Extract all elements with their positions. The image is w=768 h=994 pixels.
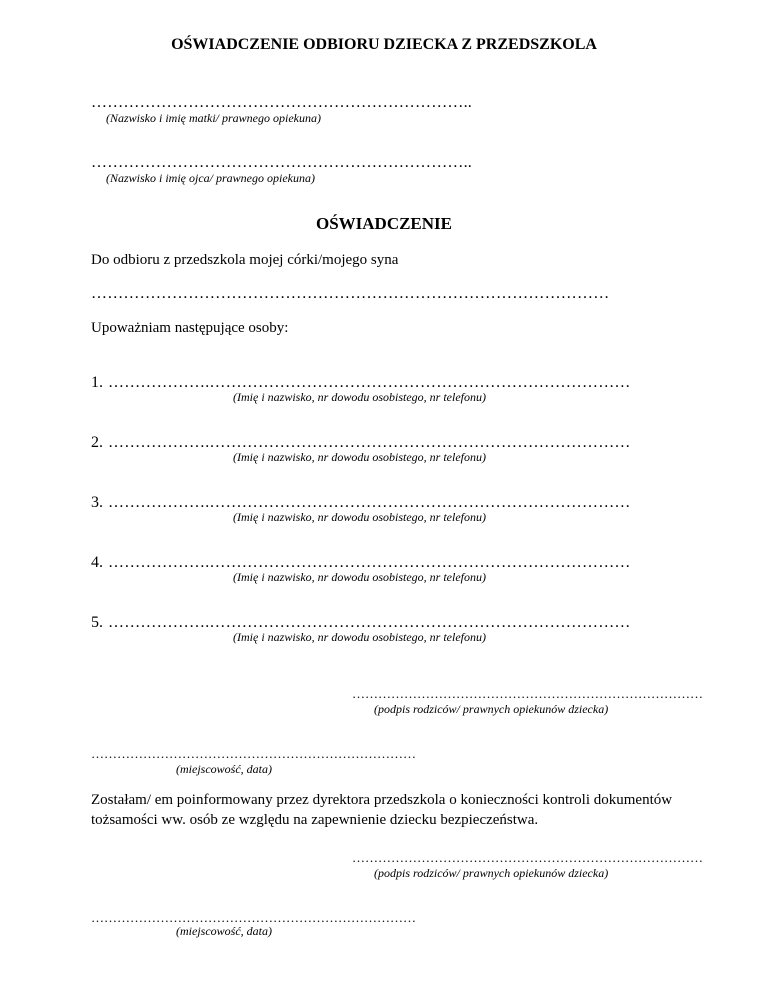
person-line: ……………….…………………………………………………………………… xyxy=(108,434,631,451)
authorize-text: Upoważniam następujące osoby: xyxy=(91,320,289,336)
pickup-text: Do odbioru z przedszkola mojej córki/mojego syna xyxy=(91,252,399,268)
person-number: 5. xyxy=(91,614,103,631)
place-date-hint-1: (miejscowość, data) xyxy=(176,762,272,776)
person-number: 4. xyxy=(91,554,103,571)
person-line: ……………….…………………………………………………………………… xyxy=(108,554,631,571)
person-line: ……………….…………………………………………………………………… xyxy=(108,374,631,391)
person-number: 3. xyxy=(91,494,103,511)
person-line: ……………….…………………………………………………………………… xyxy=(108,494,631,511)
person-hint: (Imię i nazwisko, nr dowodu osobistego, nr telefonu) xyxy=(233,510,486,524)
place-date-hint-2: (miejscowość, data) xyxy=(176,924,272,938)
person-hint: (Imię i nazwisko, nr dowodu osobistego, nr telefonu) xyxy=(233,570,486,584)
place-date-line-2: ………………………………………………………………… xyxy=(91,910,416,925)
father-name-line: …………………………………………………………….. xyxy=(91,154,472,171)
signature-hint-2: (podpis rodziców/ prawnych opiekunów dziecka) xyxy=(374,866,609,880)
child-name-line: …………………………………………………………………………………… xyxy=(91,285,610,302)
person-number: 1. xyxy=(91,374,103,391)
signature-line-1: ……………………………………………………………………… xyxy=(352,686,703,701)
person-line: ……………….…………………………………………………………………… xyxy=(108,614,631,631)
person-number: 2. xyxy=(91,434,103,451)
person-hint: (Imię i nazwisko, nr dowodu osobistego, nr telefonu) xyxy=(233,390,486,404)
signature-hint-1: (podpis rodziców/ prawnych opiekunów dziecka) xyxy=(374,702,609,716)
section-heading: OŚWIADCZENIE xyxy=(315,214,453,233)
mother-name-hint: (Nazwisko i imię matki/ prawnego opiekuna) xyxy=(106,111,321,125)
signature-line-2: ……………………………………………………………………… xyxy=(352,850,703,865)
person-hint: (Imię i nazwisko, nr dowodu osobistego, nr telefonu) xyxy=(233,450,486,464)
mother-name-line: …………………………………………………………….. xyxy=(91,94,472,111)
place-date-line-1: ………………………………………………………………… xyxy=(91,746,416,761)
document-title: OŚWIADCZENIE ODBIORU DZIECKA Z PRZEDSZKOLA xyxy=(171,36,597,53)
info-paragraph: Zostałam/ em poinformowany przez dyrektora przedszkola o konieczności kontroli dokumentów tożsamości ww. osób ze względu na zapewnienie dziecku bezpieczeństwa. xyxy=(91,792,673,828)
person-hint: (Imię i nazwisko, nr dowodu osobistego, nr telefonu) xyxy=(233,630,486,644)
father-name-hint: (Nazwisko i imię ojca/ prawnego opiekuna) xyxy=(106,171,315,185)
